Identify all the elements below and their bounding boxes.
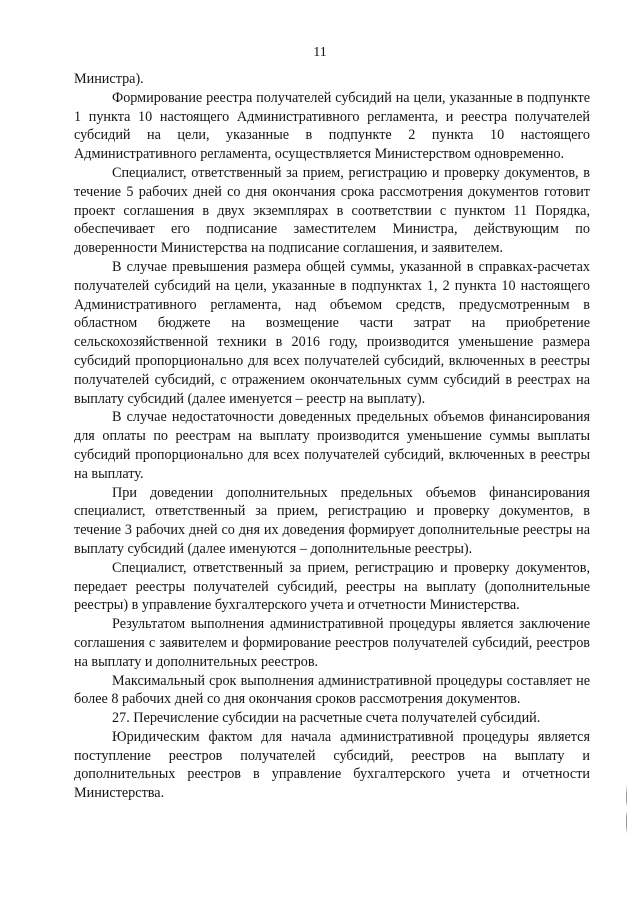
paragraph-insufficient-funding: В случае недостаточности доведенных предельных объемов финансирования для оплаты по реестрам на выплату производится уменьшение суммы выплаты субсидий пропорционально для всех получателей субсидий, включенных в реестры на выплату. <box>74 409 590 482</box>
paragraph-continuation: Министра). <box>74 71 144 87</box>
paragraph-subsidy-reduction: В случае превышения размера общей суммы, указанной в справках-расчетах получателей субсидий на цели, указанные в подпунктах 1, 2 пункта 10 настоящего Административного регламента, над объемом средств, предусмотренным в областном бюджете на возмещение части затрат на приобретение сельскохозяйственной техники в 2016 году, производится уменьшение размера субсидий пропорционально для всех получателей субсидий, включенных в реестры получателей субсидий, с отражением окончательных сумм субсидий в реестрах на выплату субсидий (далее именуется – реестр на выплату). <box>74 258 590 407</box>
paragraph-additional-funding: При доведении дополнительных предельных объемов финансирования специалист, ответственный за прием, регистрацию и проверку документов, в течение 3 рабочих дней со дня их доведения формирует дополнительные реестры на выплату субсидий (далее именуются – дополнительные реестры). <box>74 484 590 557</box>
paragraph-registry-transfer: Специалист, ответственный за прием, регистрацию и проверку документов, передает реестры получателей субсидий, реестры на выплату (дополнительные реестры) в управление бухгалтерского учета и отчетности Министерства. <box>74 559 590 614</box>
page-number: 11 <box>313 45 327 60</box>
scan-margin-mark <box>626 784 627 834</box>
paragraph-legal-fact: Юридическим фактом для начала административной процедуры является поступление реестров получателей субсидий, реестров на выплату и дополнительных реестров в управление бухгалтерского учета и отчетности Министерства. <box>74 728 590 802</box>
paragraph-item-27: 27. Перечисление субсидии на расчетные счета получателей субсидий. <box>112 710 541 727</box>
paragraph-agreement-preparation: Специалист, ответственный за прием, регистрацию и проверку документов, в течение 5 рабочих дней со дня окончания срока рассмотрения документов готовит проект соглашения в двух экземплярах в соответствии с пунктом 11 Порядка, обеспечивает его подписание заместителем Министра, действующим по доверенности Министерства на подписание соглашения, и заявителем. <box>74 164 590 257</box>
paragraph-registry-formation: Формирование реестра получателей субсидий на цели, указанные в подпункте 1 пункта 10 настоящего Административного регламента, и реестра получателей субсидий на цели, указанные в подпункте 2 пункта 10 настоящего Административного регламента, осуществляется Министерством одновременно. <box>74 89 590 163</box>
document-body <box>74 70 590 803</box>
paragraph-max-term: Максимальный срок выполнения административной процедуры составляет не более 8 рабочих дней со дня окончания сроков рассмотрения документов. <box>74 672 590 708</box>
paragraph-procedure-result: Результатом выполнения административной процедуры является заключение соглашения с заявителем и формирование реестров получателей субсидий, реестров на выплату и дополнительных реестров. <box>74 616 590 670</box>
